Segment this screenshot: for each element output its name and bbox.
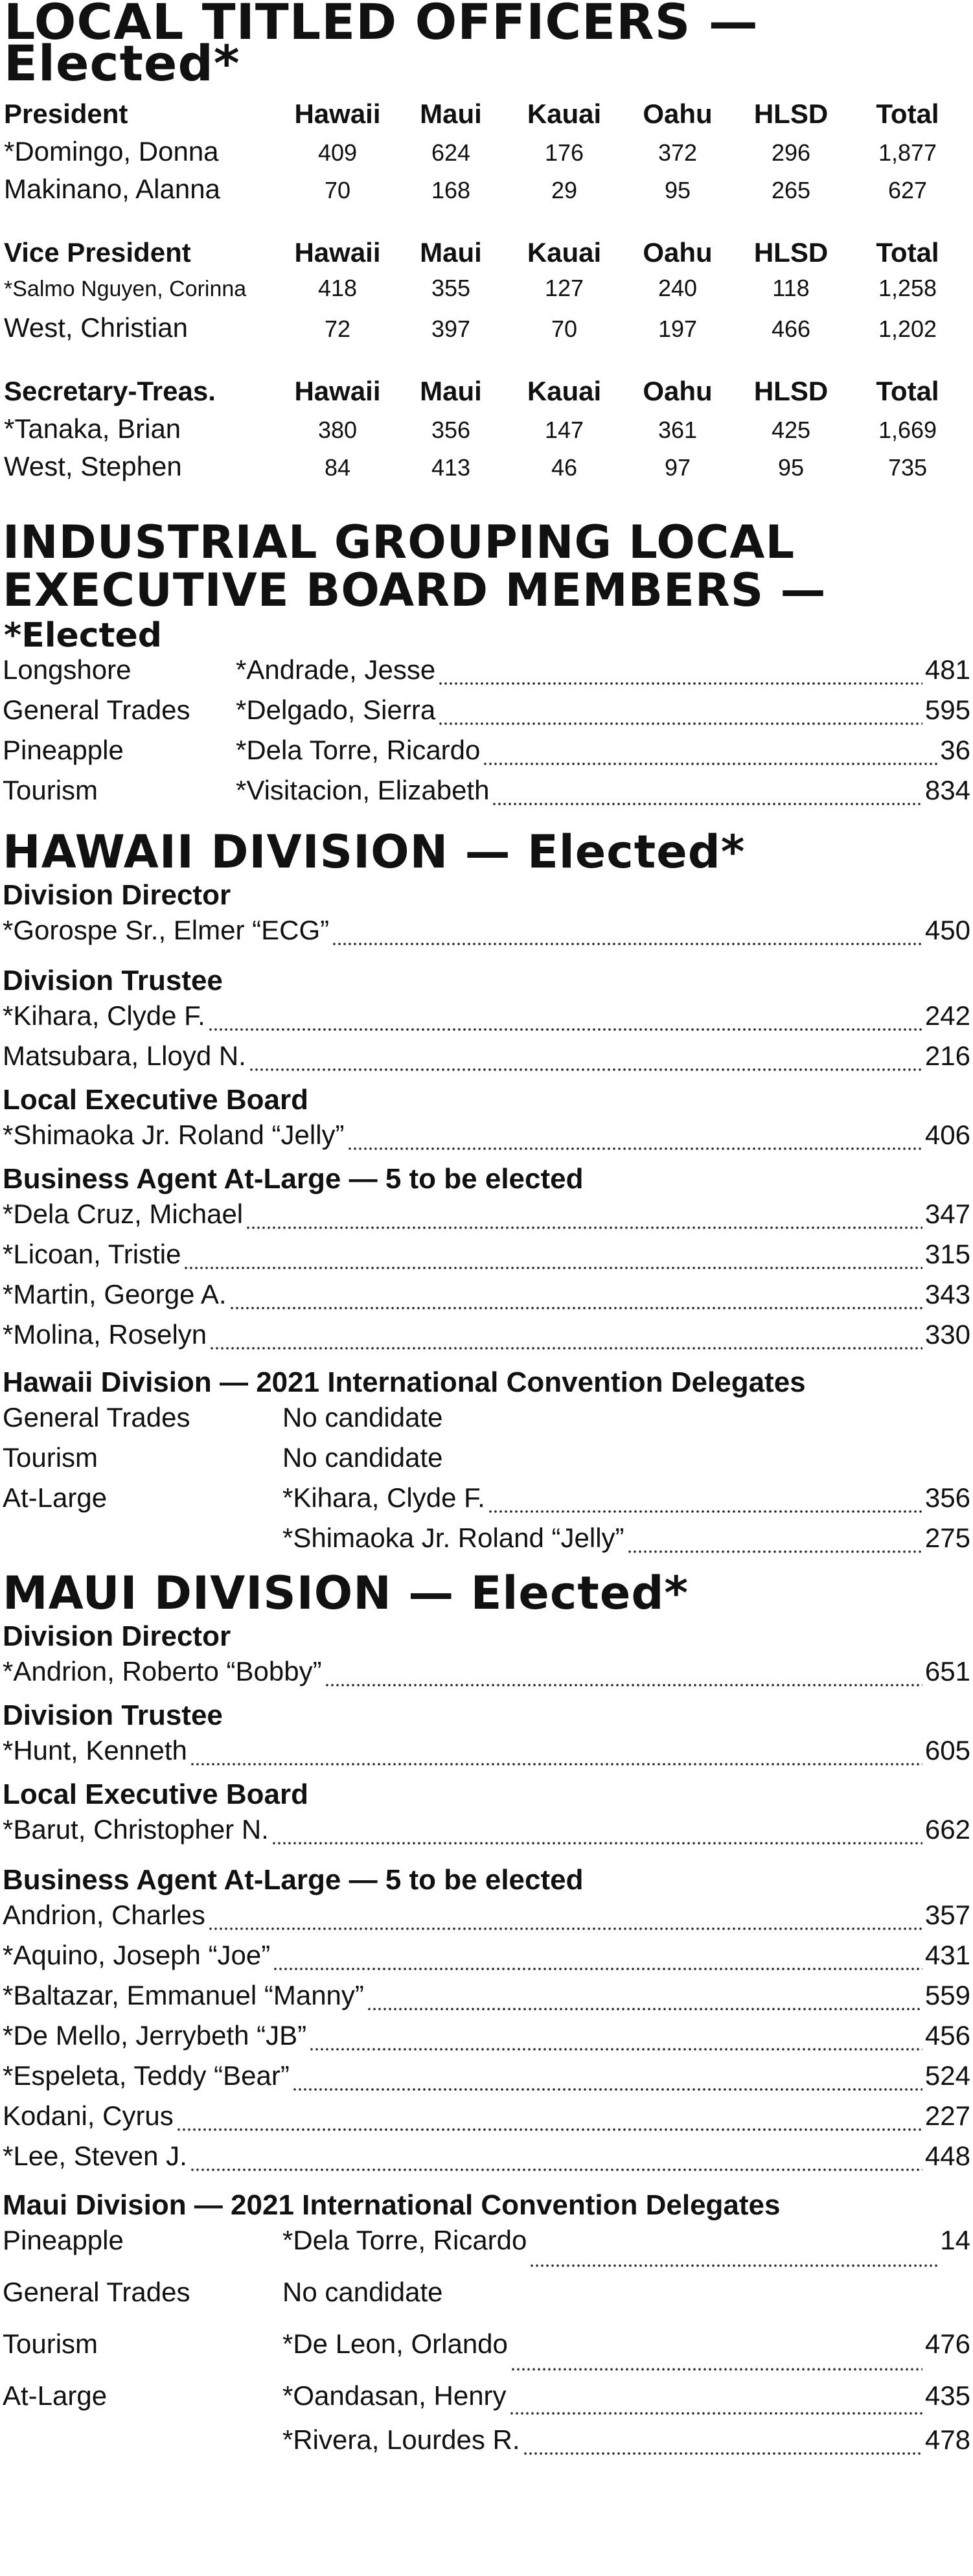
dot-leader [249,1066,922,1073]
col-header: HLSD [753,376,829,406]
vote-cell: 1,877 [878,139,937,166]
dot-leader [208,1926,922,1932]
table-row [4,275,969,312]
vote-cell: 127 [544,275,584,301]
category-label: General Trades [3,1402,190,1432]
table-header-row [4,98,969,136]
vote-count: 559 [924,1980,970,2010]
dot-leader [332,941,922,947]
dot-leader [209,1345,922,1351]
hawaii-board-label: Local Executive Board [3,1084,308,1116]
industrial-title-line1: INDUSTRIAL GROUPING LOCAL [3,516,796,569]
titled-officers-title-line2: Elected* [4,34,240,92]
titled-officers-title-line1: LOCAL TITLED OFFICERS — [4,0,759,51]
industrial-title-line3: *Elected [4,616,162,655]
list-item [0,2225,973,2277]
vote-count: 450 [924,915,970,945]
dot-leader [208,1026,922,1033]
vote-cell: 361 [658,417,698,443]
candidate-name: *Espeleta, Teddy “Bear” [3,2060,290,2091]
vote-cell: 409 [317,139,358,166]
vote-cell: 46 [551,454,578,481]
dot-leader [529,2262,937,2269]
candidate-name: *Tanaka, Brian [4,413,181,444]
vote-count: 357 [924,1900,970,1930]
list-item [0,2380,973,2424]
list-item [0,915,973,955]
candidate-name: *Andrion, Roberto “Bobby” [3,1656,322,1686]
dot-leader [523,2450,922,2457]
vote-count: 456 [924,2020,970,2051]
vote-count: 330 [924,1319,970,1350]
dot-leader [347,1145,922,1152]
candidate-name: *Gorospe Sr., Elmer “ECG” [3,915,330,945]
vote-cell: 72 [324,316,351,342]
table-row [4,174,969,211]
dot-leader [309,2046,922,2053]
list-item [0,1523,973,1563]
candidate-name: West, Stephen [4,451,182,481]
list-item [0,1900,973,1940]
dot-leader [273,1966,922,1972]
candidate-name: *Molina, Roselyn [3,1319,207,1350]
col-header: Oahu [643,98,713,129]
hawaii-trustee-label: Division Trustee [3,965,223,996]
list-item [0,1980,973,2020]
dot-leader [229,1305,922,1311]
list-item [0,1735,973,1775]
vote-cell: 418 [317,275,358,301]
col-header: HLSD [753,98,829,129]
maui-board-label: Local Executive Board [3,1778,308,1810]
col-header: Hawaii [294,376,381,406]
col-header: Maui [420,98,482,129]
dot-leader [627,1548,922,1555]
col-header: Maui [420,376,482,406]
vote-count: 448 [924,2141,970,2171]
candidate-name: *Shimaoka Jr. Roland “Jelly” [282,1523,624,1553]
candidate-name: *Andrade, Jesse [236,654,436,685]
candidate-name: *Lee, Steven J. [3,2141,187,2171]
dot-leader [246,1225,922,1231]
titled-officers-section [0,0,973,489]
list-item [0,1402,973,1442]
vote-count: 242 [924,1000,970,1031]
list-item [0,2060,973,2100]
vote-count: 651 [924,1656,970,1686]
list-item [0,775,973,815]
candidate-name: Makinano, Alanna [4,174,220,204]
candidate-name: *Domingo, Donna [4,136,219,167]
maui-division-title: MAUI DIVISION — Elected* [3,1567,689,1620]
vote-count: 356 [924,1482,970,1513]
dot-leader [190,2167,922,2173]
officers-table [4,98,969,489]
vote-count: 481 [924,654,970,685]
list-item [0,1199,973,1239]
dot-leader [509,2410,922,2417]
vote-cell: 240 [658,275,698,301]
vote-count: 605 [924,1735,970,1765]
candidate-name: Kodani, Cyrus [3,2100,174,2131]
candidate-name: Andrion, Charles [3,1900,205,1930]
list-item [0,1482,973,1523]
candidate-name: *Aquino, Joseph “Joe” [3,1940,271,1970]
dot-leader [488,1508,922,1515]
table-row [4,451,969,489]
table-header-row [4,237,969,275]
vote-cell: 397 [431,316,471,342]
vote-count: 406 [924,1120,970,1150]
candidate-name: *Kihara, Clyde F. [282,1482,485,1513]
vote-cell: 97 [664,454,691,481]
category-label: Pineapple [3,735,124,765]
vote-cell: 265 [771,177,811,203]
vote-count: 435 [924,2380,970,2411]
col-header: Total [876,98,939,129]
vote-cell: 70 [324,177,351,203]
dot-leader [510,2366,922,2373]
vote-count: 315 [924,1239,970,1269]
col-header: Kauai [527,376,602,406]
list-item [0,695,973,735]
col-header: Kauai [527,237,602,268]
dot-leader [325,1682,922,1688]
list-item [0,1120,973,1160]
vote-cell: 355 [431,275,471,301]
vote-cell: 372 [658,139,698,166]
hawaii-division-title: HAWAII DIVISION — Elected* [3,825,746,879]
vote-cell: 466 [771,316,811,342]
list-item [0,2277,973,2329]
vote-count: 834 [924,775,970,805]
dot-leader [190,1761,922,1767]
vote-cell: 413 [431,454,471,481]
category-label: At-Large [3,2380,108,2411]
vote-count: 343 [924,1279,970,1309]
maui-ba-label: Business Agent At-Large — 5 to be elected [3,1864,584,1896]
candidate-name: *Kihara, Clyde F. [3,1000,205,1031]
list-item [0,1442,973,1482]
vote-cell: 356 [431,417,471,443]
vote-count: 476 [924,2329,970,2359]
list-item [0,1940,973,1980]
list-item [0,1041,973,1081]
candidate-name: *Baltazar, Emmanuel “Manny” [3,1980,364,2010]
candidate-name: West, Christian [4,312,188,343]
vote-count: 595 [924,695,970,725]
maui-trustee-label: Division Trustee [3,1699,223,1731]
vote-count: 275 [924,1523,970,1553]
category-label: Pineapple [3,2225,124,2255]
office-label: Secretary-Treas. [4,376,216,406]
col-header: Oahu [643,376,713,406]
vote-cell: 425 [771,417,811,443]
candidate-name: *Visitacion, Elizabeth [236,775,490,805]
candidate-name: *Salmo Nguyen, Corinna [4,277,247,301]
industrial-grouping-section [0,518,973,815]
vote-count: 216 [924,1041,970,1071]
col-header: HLSD [753,237,829,268]
vote-cell: 29 [551,177,578,203]
col-header: Kauai [527,98,602,129]
vote-cell: 1,669 [878,417,937,443]
list-item [0,1000,973,1041]
hawaii-ba-label: Business Agent At-Large — 5 to be elected [3,1163,584,1195]
hawaii-delegates-label: Hawaii Division — 2021 International Convention Delegates [3,1366,806,1398]
table-header-row [4,376,969,413]
vote-count: 14 [940,2225,970,2255]
list-item [0,2020,973,2060]
titled-officers-title [0,0,973,92]
col-header: Hawaii [294,98,381,129]
list-item [0,735,973,775]
candidate-name: Matsubara, Lloyd N. [3,1041,246,1071]
vote-cell: 168 [431,177,471,203]
vote-cell: 1,258 [878,275,937,301]
vote-cell: 70 [551,316,578,342]
dot-leader [292,2086,922,2093]
category-label: Tourism [3,2329,98,2359]
hawaii-director-label: Division Director [3,879,231,911]
candidate-name: *Shimaoka Jr. Roland “Jelly” [3,1120,345,1150]
candidate-name: *Delgado, Sierra [236,695,436,725]
candidate-name: *Dela Cruz, Michael [3,1199,244,1229]
vote-cell: 95 [777,454,805,481]
no-candidate-text: No candidate [282,2277,443,2307]
list-item [0,2141,973,2181]
list-item [0,654,973,695]
list-item [0,2100,973,2141]
candidate-name: *De Mello, Jerrybeth “JB” [3,2020,307,2051]
vote-cell: 627 [887,177,928,203]
candidate-name: *Licoan, Tristie [3,1239,181,1269]
candidate-name: *Hunt, Kenneth [3,1735,187,1765]
vote-cell: 296 [771,139,811,166]
vote-count: 227 [924,2100,970,2131]
list-item [0,1814,973,1854]
vote-count: 347 [924,1199,970,1229]
dot-leader [367,2006,922,2012]
candidate-name: *Rivera, Lourdes R. [282,2424,520,2455]
industrial-title-line2: EXECUTIVE BOARD MEMBERS — [3,564,827,617]
office-label: President [4,98,128,129]
list-item [0,1319,973,1359]
hawaii-division-section [0,825,973,1563]
list-item [0,1656,973,1696]
vote-cell: 147 [544,417,584,443]
category-label: General Trades [3,2277,190,2307]
vote-count: 662 [924,1814,970,1845]
dot-leader [176,2126,922,2133]
vote-count: 431 [924,1940,970,1970]
candidate-name: *Martin, George A. [3,1279,227,1309]
vote-cell: 118 [772,275,810,301]
vote-cell: 176 [544,139,584,166]
list-item [0,2329,973,2380]
vote-cell: 380 [317,417,358,443]
no-candidate-text: No candidate [282,1402,443,1432]
candidate-name: *Dela Torre, Ricardo [282,2225,527,2255]
category-label: Tourism [3,775,98,805]
col-header: Total [876,376,939,406]
candidate-name: *Oandasan, Henry [282,2380,507,2411]
category-label: At-Large [3,1482,108,1513]
vote-cell: 95 [664,177,691,203]
vote-cell: 624 [431,139,471,166]
list-item [0,1239,973,1279]
candidate-name: *De Leon, Orlando [282,2329,508,2359]
no-candidate-text: No candidate [282,1442,443,1473]
vote-cell: 197 [658,316,698,342]
candidate-name: *Barut, Christopher N. [3,1814,269,1845]
maui-delegates-label: Maui Division — 2021 International Convention Delegates [3,2189,781,2221]
col-header: Maui [420,237,482,268]
maui-division-section [0,1569,973,2465]
dot-leader [438,680,922,687]
category-label: Longshore [3,654,132,685]
vote-count: 36 [940,735,970,765]
dot-leader [492,801,922,807]
dot-leader [271,1840,922,1846]
candidate-name: *Dela Torre, Ricardo [236,735,481,765]
vote-cell: 84 [324,454,351,481]
dot-leader [483,761,937,767]
category-label: Tourism [3,1442,98,1473]
category-label: General Trades [3,695,190,725]
col-header: Hawaii [294,237,381,268]
list-item [0,2424,973,2465]
table-row [4,136,969,174]
vote-count: 478 [924,2424,970,2455]
list-item [0,1279,973,1319]
table-row [4,312,969,350]
table-row [4,413,969,451]
vote-count: 524 [924,2060,970,2091]
dot-leader [438,720,922,727]
industrial-list [0,654,973,815]
maui-director-label: Division Director [3,1620,231,1652]
vote-cell: 735 [887,454,928,481]
office-label: Vice President [4,237,191,268]
col-header: Oahu [643,237,713,268]
vote-cell: 1,202 [878,316,937,342]
dot-leader [183,1265,922,1271]
col-header: Total [876,237,939,268]
